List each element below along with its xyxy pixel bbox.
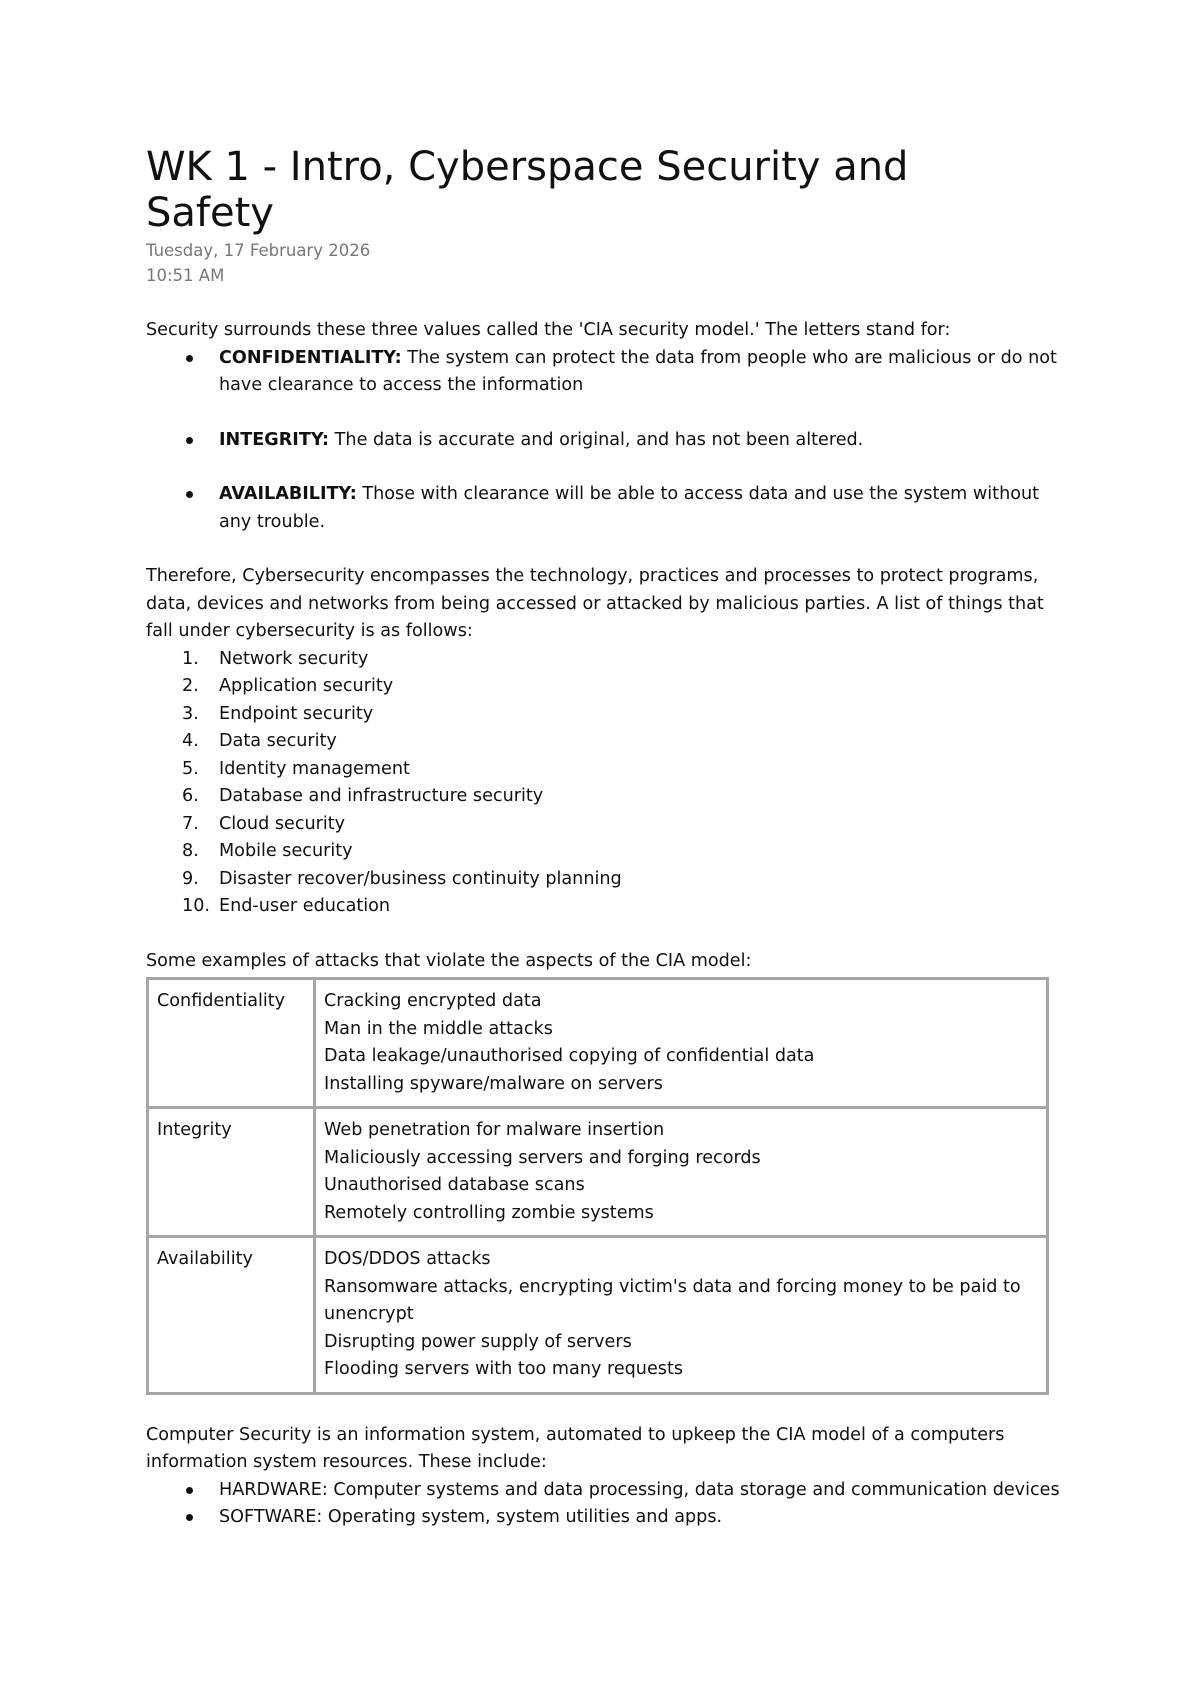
cia-description: Those with clearance will be able to access data and use the system without any trouble. — [219, 484, 1040, 532]
list-text: Data security — [219, 731, 337, 751]
attack-example: Unauthorised database scans — [324, 1175, 585, 1195]
list-number: 7. — [182, 813, 199, 834]
attack-example: Cracking encrypted data — [324, 991, 542, 1011]
attack-example: Flooding servers with too many requests — [324, 1359, 684, 1379]
list-item — [146, 783, 1066, 811]
attack-example: DOS/DDOS attacks — [324, 1249, 491, 1269]
list-text: Database and infrastructure security — [219, 786, 544, 806]
list-item — [146, 646, 1066, 674]
examples-cell — [315, 979, 1048, 1108]
list-item: SOFTWARE: Operating system, system utilities and apps. — [146, 1504, 1066, 1532]
list-number: 4. — [182, 731, 199, 751]
list-item — [146, 701, 1066, 729]
aspect-cell: Availability — [148, 1237, 315, 1394]
list-number: 1. — [182, 648, 199, 669]
list-item — [146, 427, 1066, 455]
list-item — [146, 756, 1066, 784]
attack-example: Remotely controlling zombie systems — [324, 1202, 654, 1223]
list-text: Application security — [219, 676, 394, 696]
note-metadata — [146, 238, 1066, 288]
cia-description: The system can protect the data from people who are malicious or do not have clearance to access the information — [219, 347, 1057, 395]
list-text: Network security — [219, 648, 369, 669]
table-row — [148, 1108, 1048, 1237]
cia-attacks-table — [146, 977, 1049, 1395]
list-item — [146, 728, 1066, 756]
list-item — [146, 838, 1066, 866]
list-item — [146, 673, 1066, 701]
attack-example: Data leakage/unauthorised copying of confidential data — [324, 1046, 815, 1066]
cybersecurity-topics-list — [146, 646, 1066, 921]
list-number: 6. — [182, 786, 199, 806]
list-text: Mobile security — [219, 841, 353, 861]
page-title: WK 1 - Intro, Cyberspace Security and Safety — [146, 144, 909, 236]
cybersecurity-paragraph: Therefore, Cybersecurity encompasses the technology, practices and processes to protect programs, data, devices and networks from being accessed or attacked by malicious parties. A list of things that fall under cybersecurity is as follows: — [146, 566, 1044, 641]
attack-example: Man in the middle attacks — [324, 1018, 553, 1039]
note-time: 10:51 AM — [146, 266, 225, 285]
list-number: 8. — [182, 841, 199, 861]
examples-cell — [315, 1108, 1048, 1237]
resources-list — [146, 1477, 1066, 1532]
cia-term: AVAILABILITY: — [219, 484, 357, 504]
attack-example: Installing spyware/malware on servers — [324, 1073, 663, 1094]
cia-term: CONFIDENTIALITY: — [219, 347, 402, 368]
aspect-cell: Integrity — [148, 1108, 315, 1237]
intro-paragraph: Security surrounds these three values called the 'CIA security model.' The letters stand for: — [146, 320, 951, 340]
list-text: Cloud security — [219, 813, 346, 834]
list-number: 5. — [182, 758, 199, 779]
note-date: Tuesday, 17 February 2026 — [146, 241, 371, 260]
list-text: End-user education — [219, 896, 391, 916]
attack-example: Web penetration for malware insertion — [324, 1120, 665, 1140]
list-number: 2. — [182, 676, 199, 696]
list-number: 3. — [182, 703, 199, 724]
table-row — [148, 979, 1048, 1108]
note-page — [146, 144, 1066, 1532]
list-number: 9. — [182, 868, 199, 889]
list-text: Disaster recover/business continuity planning — [219, 868, 622, 889]
list-text: Identity management — [219, 758, 410, 779]
list-number: 10. — [182, 896, 210, 916]
list-item: HARDWARE: Computer systems and data processing, data storage and communication devices — [146, 1477, 1066, 1505]
list-text: Endpoint security — [219, 703, 374, 724]
attack-example: Maliciously accessing servers and forging records — [324, 1147, 761, 1168]
list-item — [146, 811, 1066, 839]
table-row — [148, 1237, 1048, 1394]
list-item — [146, 866, 1066, 894]
cia-list — [146, 345, 1066, 537]
list-item — [146, 345, 1066, 400]
table-intro: Some examples of attacks that violate the aspects of the CIA model: — [146, 950, 752, 971]
attack-example: Disrupting power supply of servers — [324, 1331, 632, 1352]
attack-example: Ransomware attacks, encrypting victim's data and forcing money to be paid to unencrypt — [324, 1276, 1021, 1324]
aspect-cell: Confidentiality — [148, 979, 315, 1108]
list-item — [146, 893, 1066, 921]
cia-term: INTEGRITY: — [219, 429, 330, 450]
cia-description: The data is accurate and original, and has not been altered. — [329, 429, 864, 450]
computer-security-paragraph: Computer Security is an information system, automated to upkeep the CIA model of a computers information system resources. These include: — [146, 1424, 1005, 1472]
examples-cell — [315, 1237, 1048, 1394]
list-item — [146, 481, 1066, 536]
